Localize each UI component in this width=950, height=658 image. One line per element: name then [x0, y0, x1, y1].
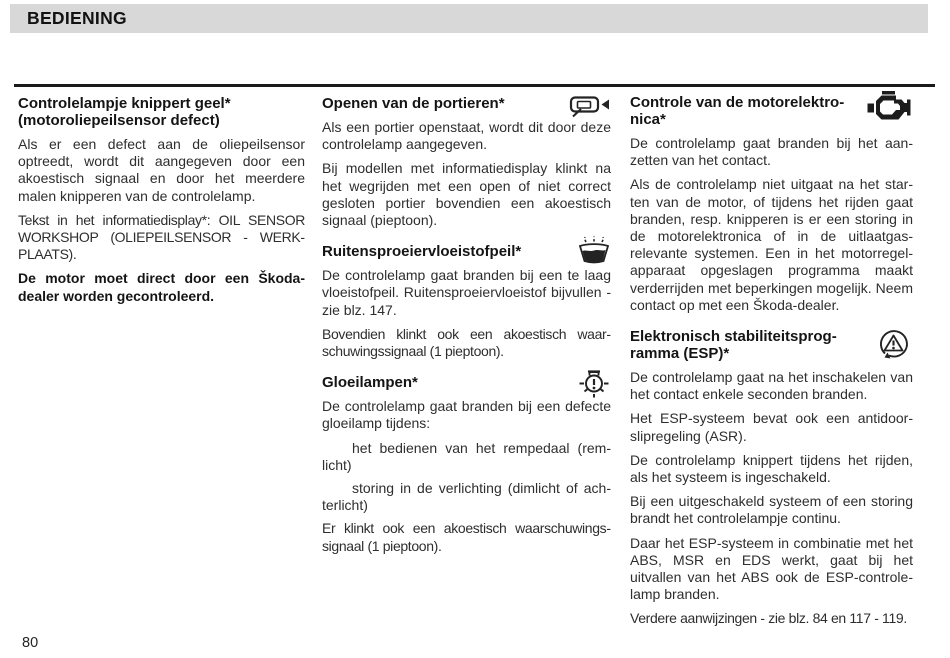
heading-line: Controle van de motorelektro-	[630, 94, 845, 111]
heading-line: Elektronisch stabiliteitsprog-	[630, 328, 837, 346]
column-right	[630, 94, 913, 635]
check-engine-icon	[867, 91, 913, 121]
section-engine-electronics	[630, 94, 913, 314]
paragraph-warning: De motor moet direct door een Škoda-dealer worden gecontroleerd.	[18, 270, 305, 304]
paragraph: Het ESP-systeem bevat ook een antidoorslipregeling (ASR).	[630, 410, 913, 444]
paragraph: Daar het ESP-systeem in combinatie met het ABS, MSR en EDS werkt, gaat bij het uitvallen van het ABS ook de ESP-controlelamp branden.	[630, 534, 913, 603]
section-esp	[630, 328, 913, 628]
heading-line: (motoroliepeilsensor defect)	[18, 112, 220, 129]
paragraph: Als er een defect aan de oliepeilsensor optreedt, wordt dit aangegeven door een akoestisch signaal en door het meerdere malen knipperen van de controlelamp.	[18, 136, 305, 204]
paragraph: Tekst in het informatiedisplay*: OIL SENSOR WORKSHOP (OLIEPEILSENSOR - WERKPLAATS).	[18, 211, 305, 263]
paragraph: Als de controlelamp niet uitgaat na het starten van de motor, of tijdens het rijden gaat branden, resp. knipperen is er een storing in de motorelektronica of in de uitlaatgasrelevante systemen. Een in het motorregelapparaat opgeslagen programma maakt verderrijden met beperkingen mogelijk. Neem contact op met een Škoda-dealer.	[630, 176, 913, 313]
section-heading	[322, 95, 611, 112]
section-heading	[322, 374, 611, 391]
paragraph: De controlelamp gaat branden bij het aanzetten van het contact.	[630, 135, 913, 169]
section-doors	[322, 95, 611, 229]
paragraph: Bij een uitgeschakeld systeem of een storing brandt het controlelampje continu.	[630, 493, 913, 527]
heading-line: Openen van de portieren*	[322, 95, 505, 112]
section-oil-sensor	[18, 95, 305, 305]
heading-line: nica*	[630, 111, 666, 128]
section-heading	[322, 243, 611, 260]
list-item: storing in de verlichting (dimlicht of achterlicht)	[322, 480, 611, 514]
paragraph: Als een portier openstaat, wordt dit door deze controlelamp aangegeven.	[322, 119, 611, 153]
list-item: het bedienen van het rempedaal (remlicht)	[322, 439, 611, 473]
bulb-warning-icon	[577, 367, 611, 401]
heading-line: ramma (ESP)*	[630, 345, 730, 363]
section-washer-fluid	[322, 243, 611, 360]
chapter-header-bar	[10, 4, 928, 33]
heading-line: Ruitensproeiervloeistofpeil*	[322, 243, 522, 261]
paragraph: De controlelamp gaat na het inschakelen van het contact enkele seconden branden.	[630, 369, 913, 403]
washer-fluid-icon	[577, 235, 611, 265]
header-divider-rule	[14, 84, 935, 87]
column-middle	[322, 95, 611, 562]
paragraph: De controlelamp knippert tijdens het rijden, als het systeem is ingeschakeld.	[630, 451, 913, 486]
paragraph: Bovendien klinkt ook een akoestisch waarschuwingssignaal (1 pieptoon).	[322, 325, 611, 360]
section-bulbs	[322, 374, 611, 555]
column-left	[18, 95, 305, 312]
paragraph: Verdere aanwijzingen - zie blz. 84 en 117 - 119.	[630, 610, 907, 627]
door-open-icon	[569, 95, 611, 119]
page-number: 80	[22, 635, 39, 651]
paragraph: Er klinkt ook een akoestisch waarschuwingssignaal (1 pieptoon).	[322, 520, 611, 554]
paragraph: De controlelamp gaat branden bij een defecte gloeilamp tijdens:	[322, 398, 611, 432]
section-heading	[630, 94, 913, 128]
esp-warning-icon	[875, 328, 913, 364]
paragraph: De controlelamp gaat branden bij een te laag vloeistofpeil. Ruitensproeiervloeistof bijvullen - zie blz. 147.	[322, 267, 611, 318]
section-heading	[18, 95, 305, 129]
section-heading	[630, 328, 913, 362]
paragraph: Bij modellen met informatiedisplay klinkt na het wegrijden met een open of niet correct gesloten portier bovendien een akoestisch signaal (pieptoon).	[322, 160, 611, 229]
heading-line: Gloeilampen*	[322, 374, 418, 392]
heading-line: Controlelampje knippert geel*	[18, 95, 231, 112]
chapter-title: BEDIENING	[27, 8, 127, 28]
